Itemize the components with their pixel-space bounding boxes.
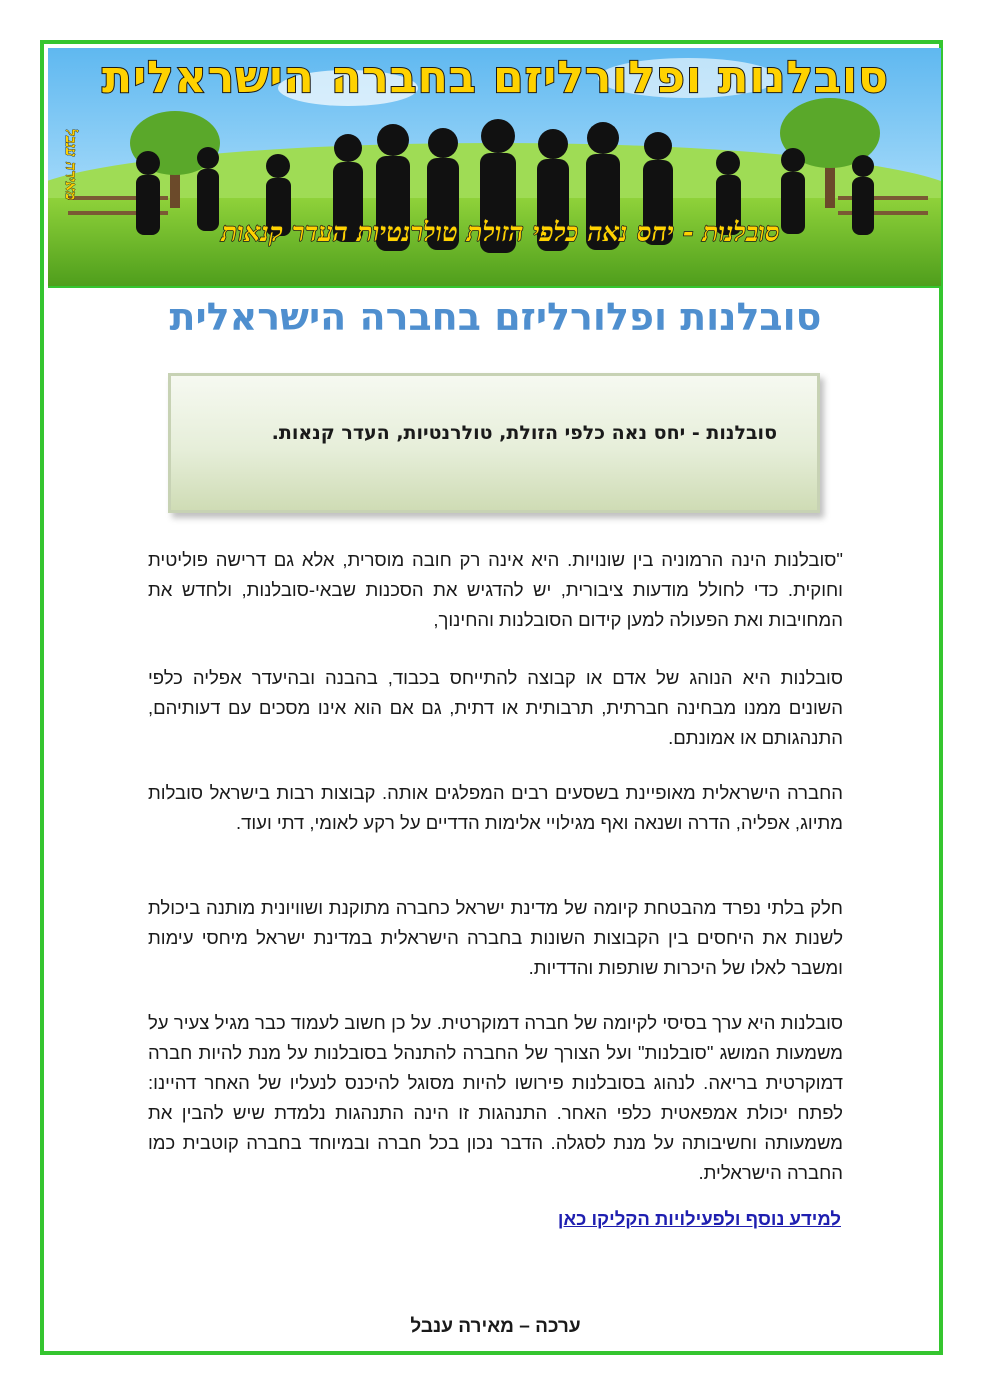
banner-signature: מאירה ענבל [62,128,80,200]
paragraph-5: סובלנות היא ערך בסיסי לקיומה של חברה דמוקרטית. על כן חשוב לעמוד כבר מגיל צעיר על משמעות המושג "סובלנות" ועל הצורך של החברה להתנהל בסובלנות על מנת להיות חברה דמוקרטית בריאה. לנהוג בסובלנות פירושו להיות מסוגל להיכנס לנעליו של האחר דהיינו: לפתח יכולת אמפאטית כלפי האחר. התנהגות זו הינה התנהגות נלמדת שיש להבין את משמעותה וחשיבותה על מנת לסגלה. הדבר נכון בכל חברה ובמיוחד בחברה קוטבית כמו החברה הישראלית. [148,1012,843,1183]
paragraph-2: סובלנות היא הנוהג של אדם או קבוצה להתייחס בכבוד, בהבנה ובהיעדר אפליה כלפי השונים ממנו מבחינה חברתית, תרבותית או דתית, גם אם הוא אינו מסכים עם דעותיהם, התנהגותם או אמונתם. [148,667,843,748]
more-info-link[interactable]: למידע נוסף ולפעילויות הקליקו כאן [557,1208,841,1229]
definition-callout [168,373,820,513]
banner-title: סובלנות ופלורליזם בחברה הישראלית [102,52,889,103]
banner-subtitle: סובלנות - יחס נאה כלפי הזולת טולרנטיות העדר קנאות [221,218,780,248]
page-title: סובלנות ופלורליזם בחברה הישראלית [169,295,822,339]
paragraph-1: "סובלנות הינה הרמוניה בין שונויות. היא אינה רק חובה מוסרית, אלא גם דרישה פוליטית וחוקית. כדי לחולל מודעות ציבורית, יש להדגיש את הסכנות שבאי-סובלנות, ולחדש את המחויבות ואת הפעולה למען קידום הסובלנות והחינוך, [148,549,843,630]
editor-credit: ערכה – מאירה ענבל [410,1316,581,1337]
paragraph-4: חלק בלתי נפרד מהבטחת קיומה של מדינת ישראל כחברה מתוקנת ושוויונית מותנה ביכולת לשנות את היחסים בין הקבוצות השונות בחברה הישראלית במדינת ישראל מיחסי עימות ומשבר לאלו של היכרות שותפות והדדיות. [148,897,843,978]
callout-text: סובלנות - יחס נאה כלפי הזולת, טולרנטיות, העדר קנאות. [271,422,777,444]
paragraph-3: החברה הישראלית מאופיינת בשסעים רבים המפלגים אותה. קבוצות רבות בישראל סובלות מתיוג, אפליה, הדרה ושנאה ואף מגילויי אלימות הדדיים על רקע לאומי, דתי ועוד. [148,782,843,833]
